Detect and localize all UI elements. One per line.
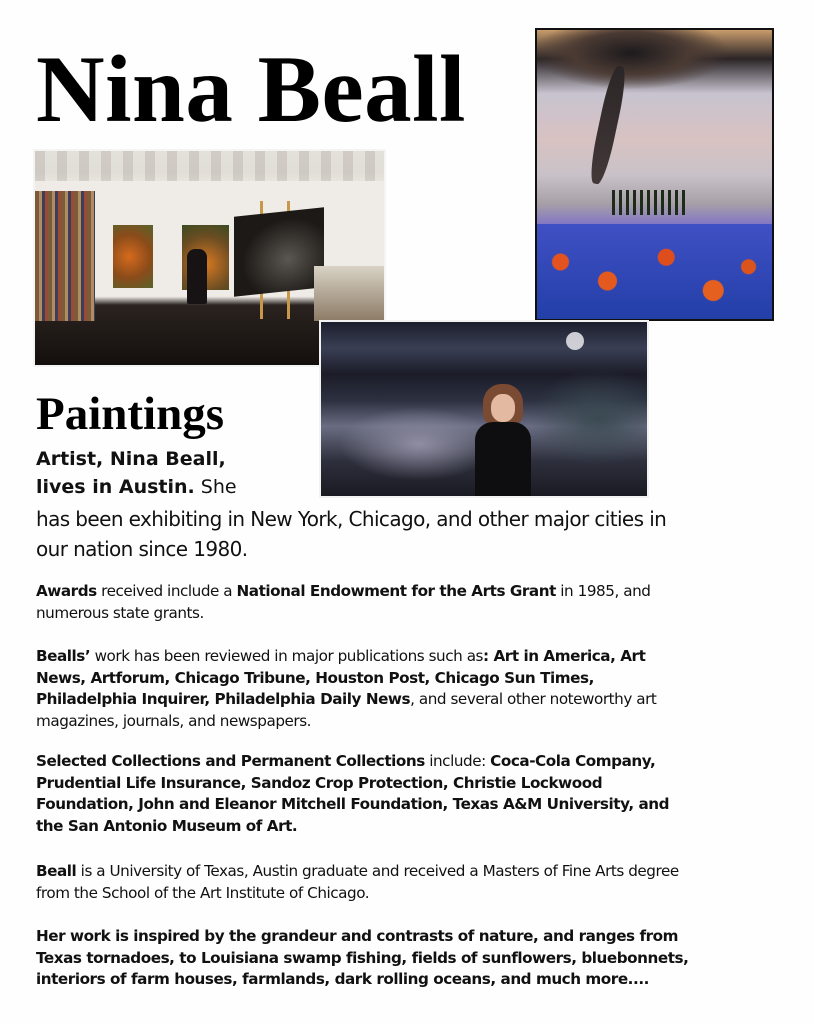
inspiration-paragraph: Her work is inspired by the grandeur and contrasts of nature, and ranges from Texas tornadoes, to Louisiana swamp fishing, fields of sunflowers, bluebonnets, interiors of farm houses, farmlands, dark rolling oceans, and much more....	[36, 927, 689, 988]
section-subtitle: Paintings	[36, 388, 225, 440]
supply-table	[314, 266, 384, 321]
publications-list: : Art in America, Art News, Artforum, Chicago Tribune, Houston Post, Chicago Sun Times, Philadelphia Inquirer, Philadelphia Daily News	[36, 647, 646, 708]
face	[491, 394, 515, 422]
awards-paragraph	[36, 581, 696, 624]
reviews-label: Bealls’	[36, 647, 91, 665]
seated-artist	[187, 249, 207, 304]
education-text: is a University of Texas, Austin graduate and received a Masters of Fine Arts degree from the School of the Art Institute of Chicago.	[36, 862, 679, 902]
tornado-funnel	[587, 64, 630, 185]
ocean-painting-photo	[319, 320, 649, 498]
intro-bold-line-1: Artist, Nina Beall,	[36, 448, 226, 470]
reviews-text-1: work has been reviewed in major publications such as	[90, 647, 484, 665]
wall-painting-left	[113, 225, 153, 288]
bluebonnet-field	[537, 224, 772, 319]
collections-paragraph	[36, 751, 696, 837]
intro-after-bold: She	[194, 476, 237, 498]
reviews-text-2: , and several other noteworthy art magazines, journals, and newspapers.	[36, 690, 657, 730]
intro-bold-line-2: lives in Austin.	[36, 476, 195, 498]
education-paragraph	[36, 861, 696, 904]
education-label: Beall	[36, 862, 77, 880]
tornado-painting	[535, 28, 774, 321]
canvas-rack	[35, 191, 95, 321]
moon	[566, 332, 584, 350]
artist-portrait	[473, 384, 533, 498]
body	[475, 422, 531, 498]
collections-list: Coca-Cola Company, Prudential Life Insurance, Sandoz Crop Protection, Christie Lockwood Foundation, John and Eleanor Mitchell Foundation, Texas A&M University, and the San Antonio Museum of Art.	[36, 752, 670, 835]
nea-grant: National Endowment for the Arts Grant	[236, 582, 556, 600]
reviews-paragraph	[36, 646, 696, 732]
studio-ceiling	[35, 151, 384, 181]
page-title: Nina Beall	[36, 36, 466, 142]
awards-text-1: received include a	[96, 582, 237, 600]
collections-text-1: include:	[424, 752, 491, 770]
intro-continuation: has been exhibiting in New York, Chicago, and other major cities in our nation since 1980.	[36, 507, 667, 561]
intro-lead	[36, 445, 237, 501]
trees	[612, 190, 687, 215]
easel-painting	[234, 207, 324, 296]
collections-label: Selected Collections and Permanent Collections	[36, 752, 425, 770]
awards-text-2: in 1985, and numerous state grants.	[36, 582, 651, 622]
awards-label: Awards	[36, 582, 97, 600]
